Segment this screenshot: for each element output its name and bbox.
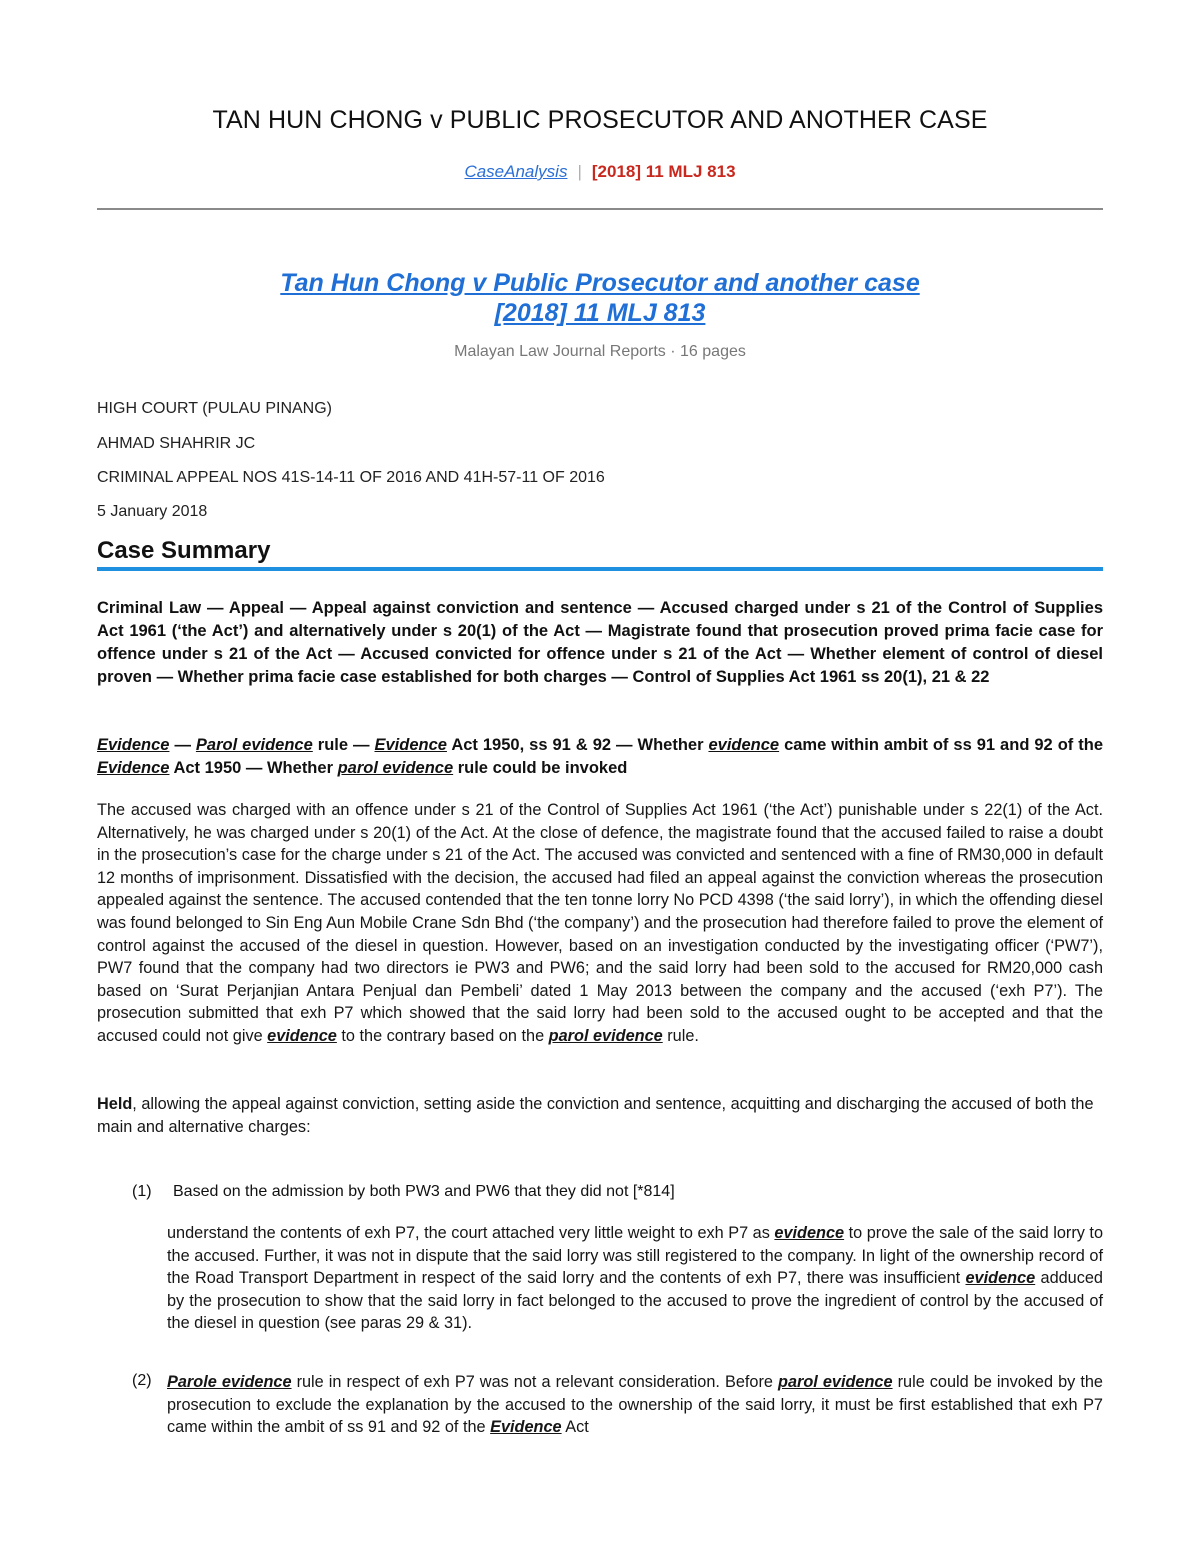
appeal-number: CRIMINAL APPEAL NOS 41S-14-11 OF 2016 AND 41H-57-11 OF 2016 bbox=[97, 469, 605, 486]
highlight-term: Parole evidence bbox=[167, 1373, 292, 1391]
held-paragraph: Held, allowing the appeal against conviction, setting aside the conviction and sentence, acquitting and discharging the accused of both the main and alternative charges: bbox=[97, 1095, 1094, 1136]
case-title-line1[interactable]: Tan Hun Chong v Public Prosecutor and another case bbox=[280, 269, 920, 297]
highlight-term: Parol evidence bbox=[195, 736, 313, 754]
catchwords-evidence: Evidence — Parol evidence rule — Evidence Act 1950, ss 91 & 92 — Whether evidence came within ambit of ss 91 and 92 of the Evidence Act 1950 — Whether parol evidence rule could be invoked bbox=[97, 736, 1103, 777]
case-title-link[interactable] bbox=[97, 268, 1103, 328]
highlight-term: parol evidence bbox=[337, 759, 454, 777]
highlight-term: evidence bbox=[708, 736, 780, 754]
citation-label: [2018] 11 MLJ 813 bbox=[591, 162, 736, 181]
heading-underline bbox=[97, 567, 1103, 571]
case-analysis-link[interactable]: CaseAnalysis bbox=[464, 162, 568, 181]
catchwords-criminal-law: Criminal Law — Appeal — Appeal against conviction and sentence — Accused charged under s 21 of the Control of Supplies Act 1961 (‘the Act’) and alternatively under s 20(1) of the Act — Magistrate found that prosecution proved prima facie case for offence under s 21 of the Act — Accused convicted for offence under s 21 of the Act — Whether element of control of diesel proven — Whether prima facie case established for both charges — Control of Supplies Act 1961 ss 20(1), 21 & 22 bbox=[97, 599, 1103, 686]
court-name: HIGH COURT (PULAU PINANG) bbox=[97, 400, 332, 417]
highlight-term: Evidence bbox=[490, 1418, 562, 1437]
case-title-line2[interactable]: [2018] 11 MLJ 813 bbox=[494, 299, 706, 327]
summary-body: The accused was charged with an offence under s 21 of the Control of Supplies Act 1961 (‘the Act’) punishable under s 22(1) of the Act. Alternatively, he was charged under s 20(1) of the Act. At the close of defence, the magistrate found that the accused failed to raise a doubt in the prosecution’s case for the charge under s 21 of the Act. The accused was convicted and sentenced with a fine of RM30,000 in default 12 months of imprisonment. Dissatisfied with the decision, the accused had filed an appeal against the conviction whereas the prosecution appealed against the sentence. The accused contended that the ten tonne lorry No PCD 4398 (‘the said lorry’), in which the offending diesel was found belonged to Sin Eng Aun Mobile Crane Sdn Bhd (‘the company’) and the prosecution had therefore failed to prove the element of control against the accused of the diesel in question. However, based on an investigation conducted by the investigating officer (‘PW7’), PW7 found that the company had two directors ie PW3 and PW6; and the said lorry had been sold to the accused for RM20,000 cash based on ‘Surat Perjanjian Antara Penjual dan Pembeli’ dated 1 May 2013 between the company and the accused (‘exh P7’). The prosecution submitted that exh P7 which showed that the said lorry had been sold to the accused ought to be accepted and that the accused could not give evidence to the contrary based on the parol evidence rule. bbox=[97, 801, 1103, 1045]
highlight-term: evidence bbox=[267, 1026, 337, 1045]
judge-name: AHMAD SHAHRIR JC bbox=[97, 435, 256, 452]
case-subtitle: Malayan Law Journal Reports · 16 pages bbox=[454, 343, 746, 360]
judgment-date: 5 January 2018 bbox=[97, 503, 208, 520]
item-number: (1) bbox=[132, 1183, 152, 1200]
list-item: understand the contents of exh P7, the court attached very little weight to exh P7 as evidence to prove the sale of the said lorry to the accused. Further, it was not in dispute that the said lorry was still registered to the company. In light of the ownership record of the Road Transport Department in respect of the said lorry and the contents of exh P7, there was insufficient evidence adduced by the prosecution to show that the said lorry in fact belonged to the accused to prove the ingredient of control by the accused of the diesel in question (see paras 29 & 31). bbox=[167, 1224, 1103, 1333]
item-number: (2) bbox=[132, 1372, 152, 1389]
highlight-term: evidence bbox=[774, 1224, 845, 1242]
highlight-term: Evidence bbox=[97, 759, 170, 777]
held-label: Held bbox=[97, 1095, 133, 1113]
highlight-term: parol evidence bbox=[548, 1026, 663, 1045]
separator: | bbox=[577, 162, 582, 181]
meta-line bbox=[97, 162, 1103, 182]
highlight-term: Evidence bbox=[97, 736, 170, 754]
page-title: TAN HUN CHONG v PUBLIC PROSECUTOR AND ANOTHER CASE bbox=[212, 106, 988, 134]
highlight-term: Evidence bbox=[374, 736, 447, 754]
section-heading: Case Summary bbox=[97, 537, 271, 564]
highlight-term: parol evidence bbox=[778, 1373, 893, 1391]
divider bbox=[97, 208, 1103, 210]
list-item: Parole evidence rule in respect of exh P7 was not a relevant consideration. Before parol evidence rule could be invoked by the prosecution to exclude the explanation by the accused to the ownership of the said lorry, it must be first established that exh P7 came within the ambit of ss 91 and 92 of the Evidence Act bbox=[167, 1373, 1103, 1437]
highlight-term: evidence bbox=[965, 1269, 1036, 1288]
item-lead: Based on the admission by both PW3 and PW6 that they did not [*814] bbox=[173, 1183, 675, 1200]
